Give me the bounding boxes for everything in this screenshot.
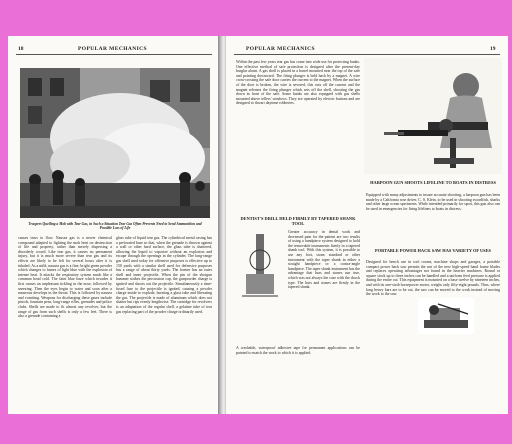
power-hacksaw-illustration (418, 298, 474, 334)
left-column-1-text: causes tears to flow. Nausea gas is a newer chemical compound adapted to fighting the mob bent on destruction of life and property, rather than merely dispersing a disorderly crowd. Like tear gas, it causes no permanent injury, but it is much more severe than tear gas and its effects are likely to be felt for several hours after it is inhaled. As a mild, nausea gas is a fine, bright green powder which changes to fumes of light blue with the explosion of intense heat. It attacks the respiratory system much like a common head cold. The faint blue haze which invades it first causes an unpleasant tickling in the nose, followed by sneezing. Then the eyes begin to water and soon after a nauseous develops in the throat. This is followed by nausea and vomiting. Weapons for discharging these gases include pistols, fountain pens, long-range rifles, grenades and police clubs. Shells are made to fit almost any revolver, but the range of gas from such shells is only a few feet. There is also a grenade containing a (18, 236, 112, 319)
hacksaw-headline: PORTABLE POWER HACK SAW HAS VARIETY OF USES (375, 248, 491, 253)
bank-protection-text: Within the past few years tear gas has come into wide use for protecting banks. One effective method of safe protection is designed after the present-day burglar alarm. A gas shell is placed in a barrel mounted near the top of the safe and pointing downward. The firing plunger is held back by a magnet. A wire cross-crossing the safe door carries the current to the magnet. When the surface of the door is broken, the wire is severed, this cuts off the current and the magnet releases the firing plunger which sets off the shell, shooting the gas down in front of the safe. Some banks are also equipped with gas shells mounted above tellers' windows. They are operated by electric buttons and are designed to thwart daytime robberies. (236, 60, 360, 106)
left-header-rule (16, 54, 212, 55)
left-page-header: POPULAR MECHANICS (78, 46, 147, 52)
right-page-header: POPULAR MECHANICS (246, 46, 315, 52)
drill-headline: DENTIST'S DRILL HELD FIRMLY BY TAPERED SHANK TOOL (240, 216, 356, 226)
tear-gas-photo-caption: Troopers Quelling a Mob with Tear Gas, in Such a Situation Tear Gas Often Prevents Need to Send Ammunition and Possible Loss of Life (28, 222, 202, 231)
left-page-number: 18 (18, 46, 24, 52)
adhesive-tape-text: A washable, waterproof adhesive tape for permanent applications can be painted to match the work to which it is applied. (236, 346, 360, 355)
left-column-2-text: glass tube of liquid tear gas. The cylindrical metal casing has a perforated base so that, when the grenade is thrown against a wall or other hard surface, the glass tube is shattered, allowing the liquid to vaporize without an explosion and escape through the openings in the cylinder. The long-range gas shell used today for offensive purposes is effective up to 150 yards with a similar shell used for defensive purposes has a range of about thirty yards. The former has an outer shell and inner projectile. When the pin of the shotgun hammer strikes the percussion cap, the gunpowder charge is ignited and shoots out the projectile. Simultaneously a time-fused fuse to the projectile is ignited, causing a powder charge inside to explode, bursting a glass tube and liberating the gas. The projectile is made of aluminum which does not shatter but rips evenly lengthwise. The cartridge for revolvers is an adaptation of the regular shell, a gelatine tube of tear gas replacing part of the powder charge ordinarily used. (116, 236, 212, 314)
right-page (226, 36, 508, 414)
harpoon-headline: HARPOON GUN SHOOTS LIFELINE TO BOATS IN DISTRESS (370, 180, 496, 185)
dental-drill-illustration (236, 230, 284, 300)
hacksaw-article-text: Designed for bench use in tool rooms, machine shops and garages, a portable compact power hack saw permits the use of the new high-speed hand frame blades and replaces operating advantages not found in the heavier machines. Round or square stock up to three inches can be handled and a uniform feed pressure is applied during the entire cut. This equipment is mounted on a base twelve by nineteen inches, and with its one-sixth horsepower motor, weighs only fifty-eight pounds. Thus, where long heavy bars are to be cut, the saw can be moved to the work instead of moving the work to the saw. (366, 260, 500, 297)
right-header-rule (234, 54, 500, 55)
left-page (8, 36, 220, 414)
harpoon-gun-photo (364, 58, 502, 174)
harpoon-article-text: Equipped with many adjustments to insure accurate shooting, a harpoon gun has been made by a California rose driver, C. S. Klein, to be used in shooting swordfish, sharks and other large ocean specimens. While intended primarily for sport, this gun also can be used in emergencies for firing lifelines to boats in distress. (366, 193, 500, 211)
drill-article-text: Greater accuracy in dental work and decreased pain for the patient are two results of using a handpiece system designed to hold the removable instruments firmly in a tapered shank tool. With this system, it is possible to use any foot, stone, standard or other instrument with the taper shank in either a straight handpiece or a contra-angle handpiece. The taper shank instrument has the advantage that burs and stones run true, which was not always the case with the chuck type. The burs and stones are firmly in the tapered shank. (288, 230, 360, 290)
tear-gas-photo (20, 68, 210, 218)
right-page-number: 19 (490, 46, 496, 52)
